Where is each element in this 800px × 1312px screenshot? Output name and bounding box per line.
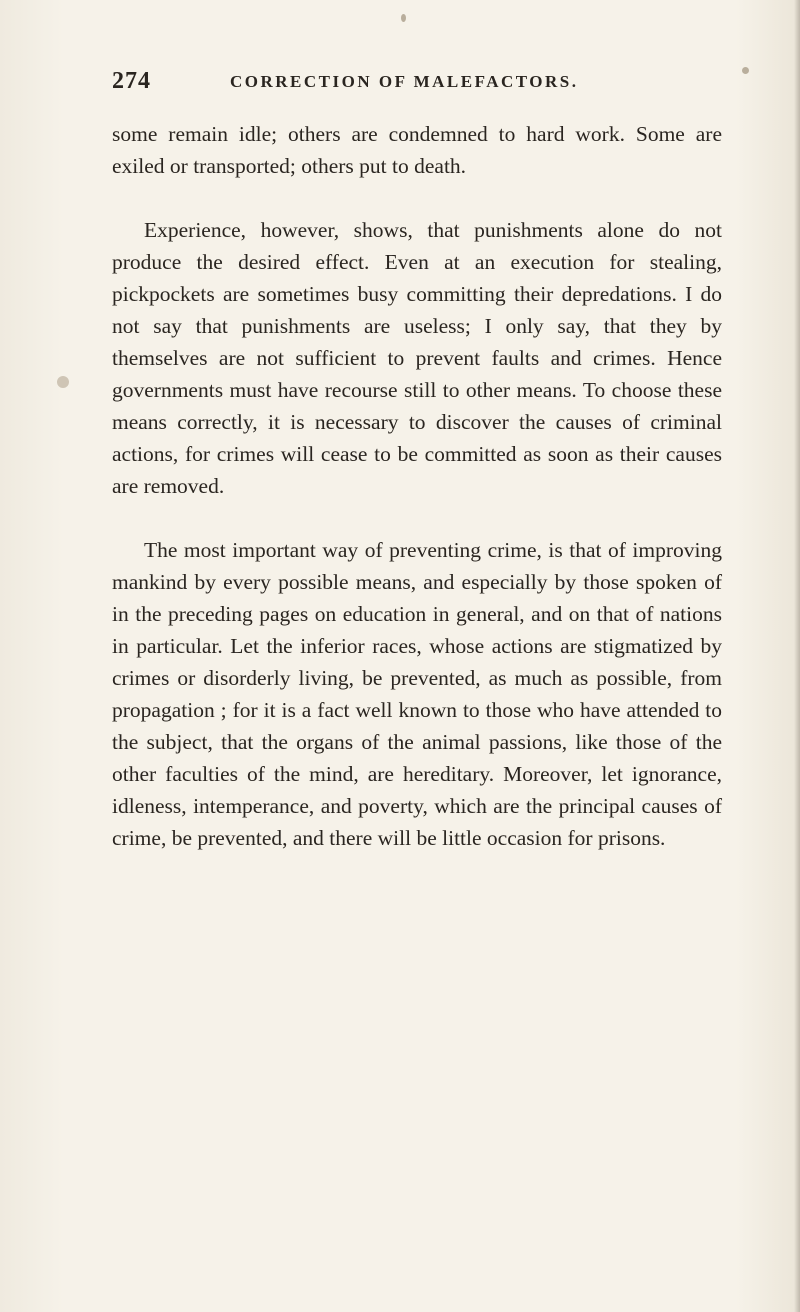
page-header bbox=[112, 68, 712, 100]
paragraph-3: The most important way of preventing crime, is that of improving mankind by every possible means, and especially by those spoken of in the preceding pages on education in general, and on that of nations in particular. Let the inferior races, whose actions are stigmatized by crimes or disorderly living, be prevented, as much as possible, from propagation ; for it is a fact well known to those who have attended to the subject, that the organs of the animal passions, like those of the other faculties of the mind, are hereditary. Moreover, let ignorance, idleness, intemperance, and poverty, which are the principal causes of crime, be prevented, and there will be little occasion for prisons. bbox=[112, 538, 722, 850]
page-edge-shadow bbox=[794, 0, 800, 1312]
paper-speck bbox=[57, 376, 69, 388]
paper-speck bbox=[742, 67, 749, 74]
paragraph-1: some remain idle; others are condemned to hard work. Some are exiled or transported; others put to death. bbox=[112, 122, 722, 178]
page-number: 274 bbox=[112, 68, 151, 94]
running-title: CORRECTION OF MALEFACTORS. bbox=[230, 72, 579, 91]
paragraph-2: Experience, however, shows, that punishments alone do not produce the desired effect. Even at an execution for stealing, pickpockets are sometimes busy committing their depredations. I do not say that punishments are useless; I only say, that they by themselves are not sufficient to prevent faults and crimes. Hence governments must have recourse still to other means. To choose these means correctly, it is necessary to discover the causes of criminal actions, for crimes will cease to be committed as soon as their causes are removed. bbox=[112, 218, 722, 498]
paper-speck bbox=[401, 14, 406, 22]
body-text bbox=[112, 118, 722, 886]
